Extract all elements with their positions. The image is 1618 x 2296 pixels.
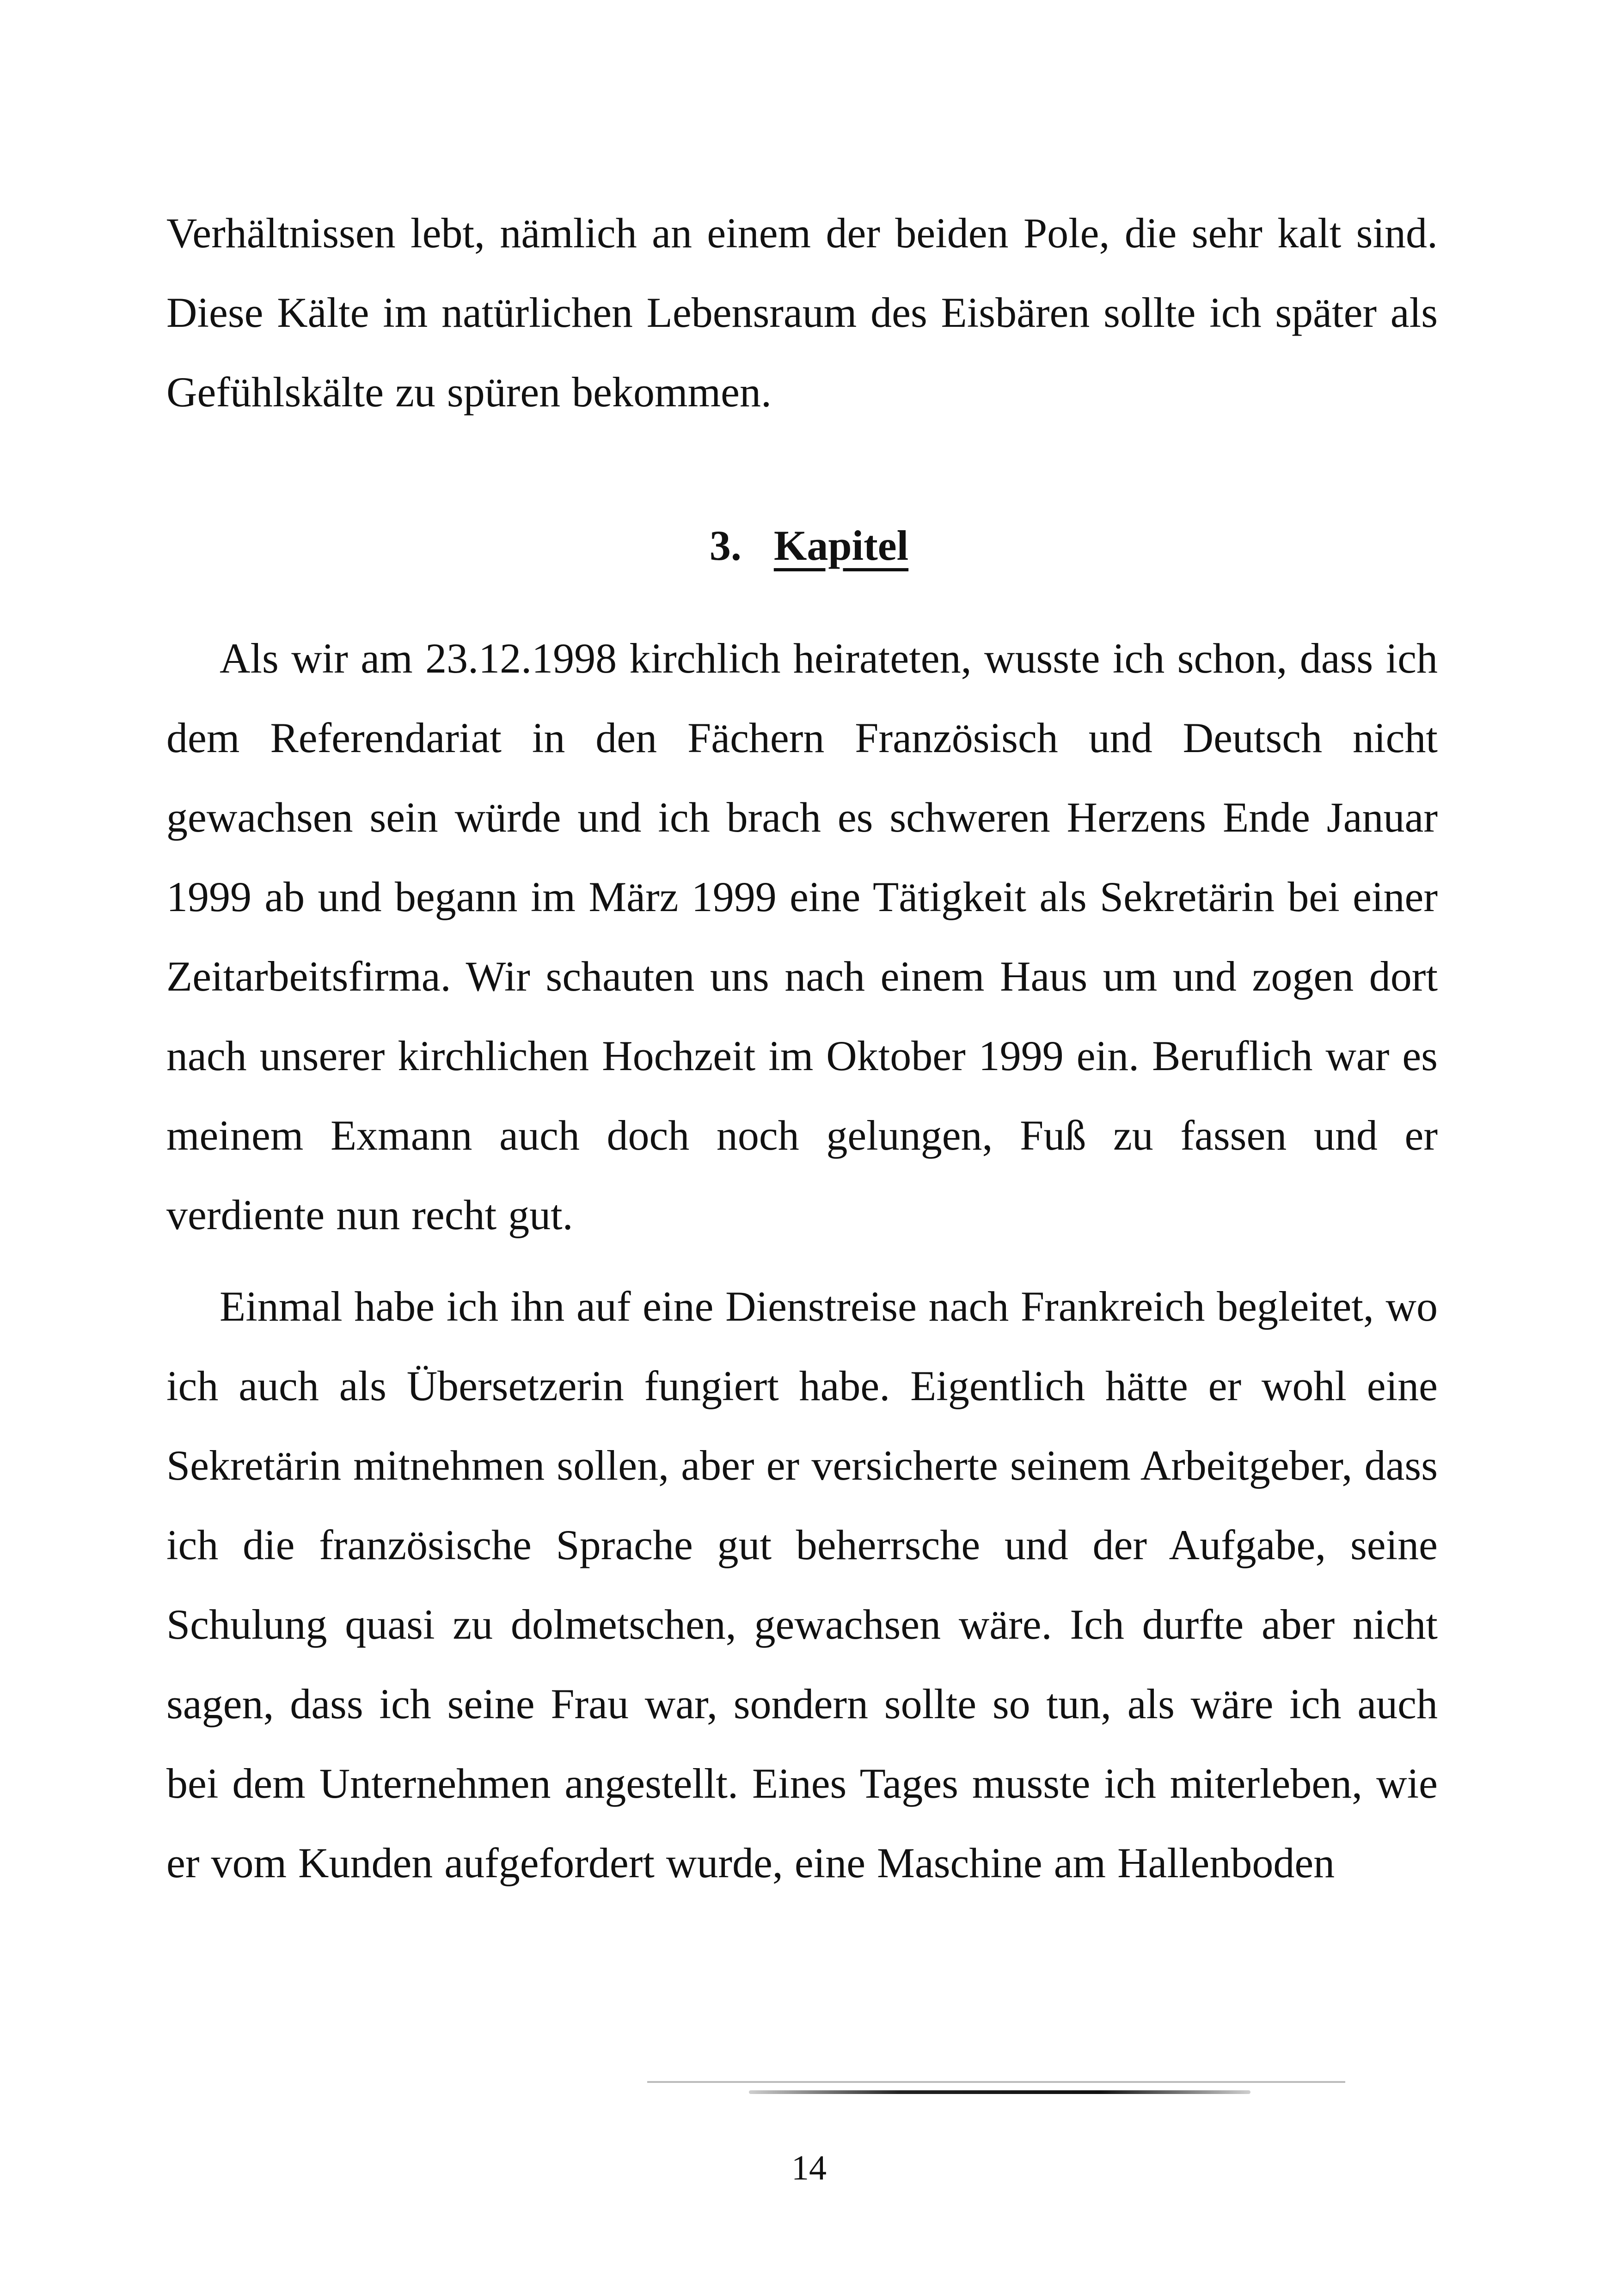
body-paragraph: Einmal habe ich ihn auf eine Dienstreise nach Frankreich begleitet, wo ich auch als Übersetzerin fungiert habe. Eigentlich hätte er wohl eine Sekretärin mitnehmen sollen, aber er versicherte seinem Arbeitgeber, dass ich die französische Sprache gut beherrsche und der Aufgabe, seine Schulung quasi zu dolmetschen, gewachsen wäre. Ich durfte aber nicht sagen, dass ich seine Frau war, sondern sollte so tun, als wäre ich auch bei dem Unternehmen angestellt. Eines Tages musste ich miterleben, wie er vom Kunden aufgefordert wurde, eine Maschine am Hallenboden (166, 1283, 1438, 1886)
chapter-number: 3. (709, 522, 742, 569)
chapter-title: Kapitel (773, 522, 909, 569)
footer-divider (647, 2081, 1345, 2083)
continued-paragraph: Verhältnissen lebt, nämlich an einem der beiden Pole, die sehr kalt sind. Diese Kälte im natürlichen Lebensraum des Eisbären sollte ich später als Gefühlskälte zu spüren bekommen. (166, 209, 1438, 416)
body-paragraph: Als wir am 23.12.1998 kirchlich heirateten, wusste ich schon, dass ich dem Referendariat in den Fächern Französisch und Deutsch nicht gewachsen sein würde und ich brach es schweren Herzens Ende Januar 1999 ab und begann im März 1999 eine Tätigkeit als Sekretärin bei einer Zeitarbeitsfirma. Wir schauten uns nach einem Haus um und zogen dort nach unserer kirchlichen Hochzeit im Oktober 1999 ein. Beruflich war es meinem Exmann auch doch noch gelungen, Fuß zu fassen und er verdiente nun recht gut. (166, 635, 1438, 1238)
chapter-heading (0, 513, 1618, 578)
page-number: 14 (791, 2149, 827, 2187)
footer-divider-ornament (749, 2090, 1250, 2094)
